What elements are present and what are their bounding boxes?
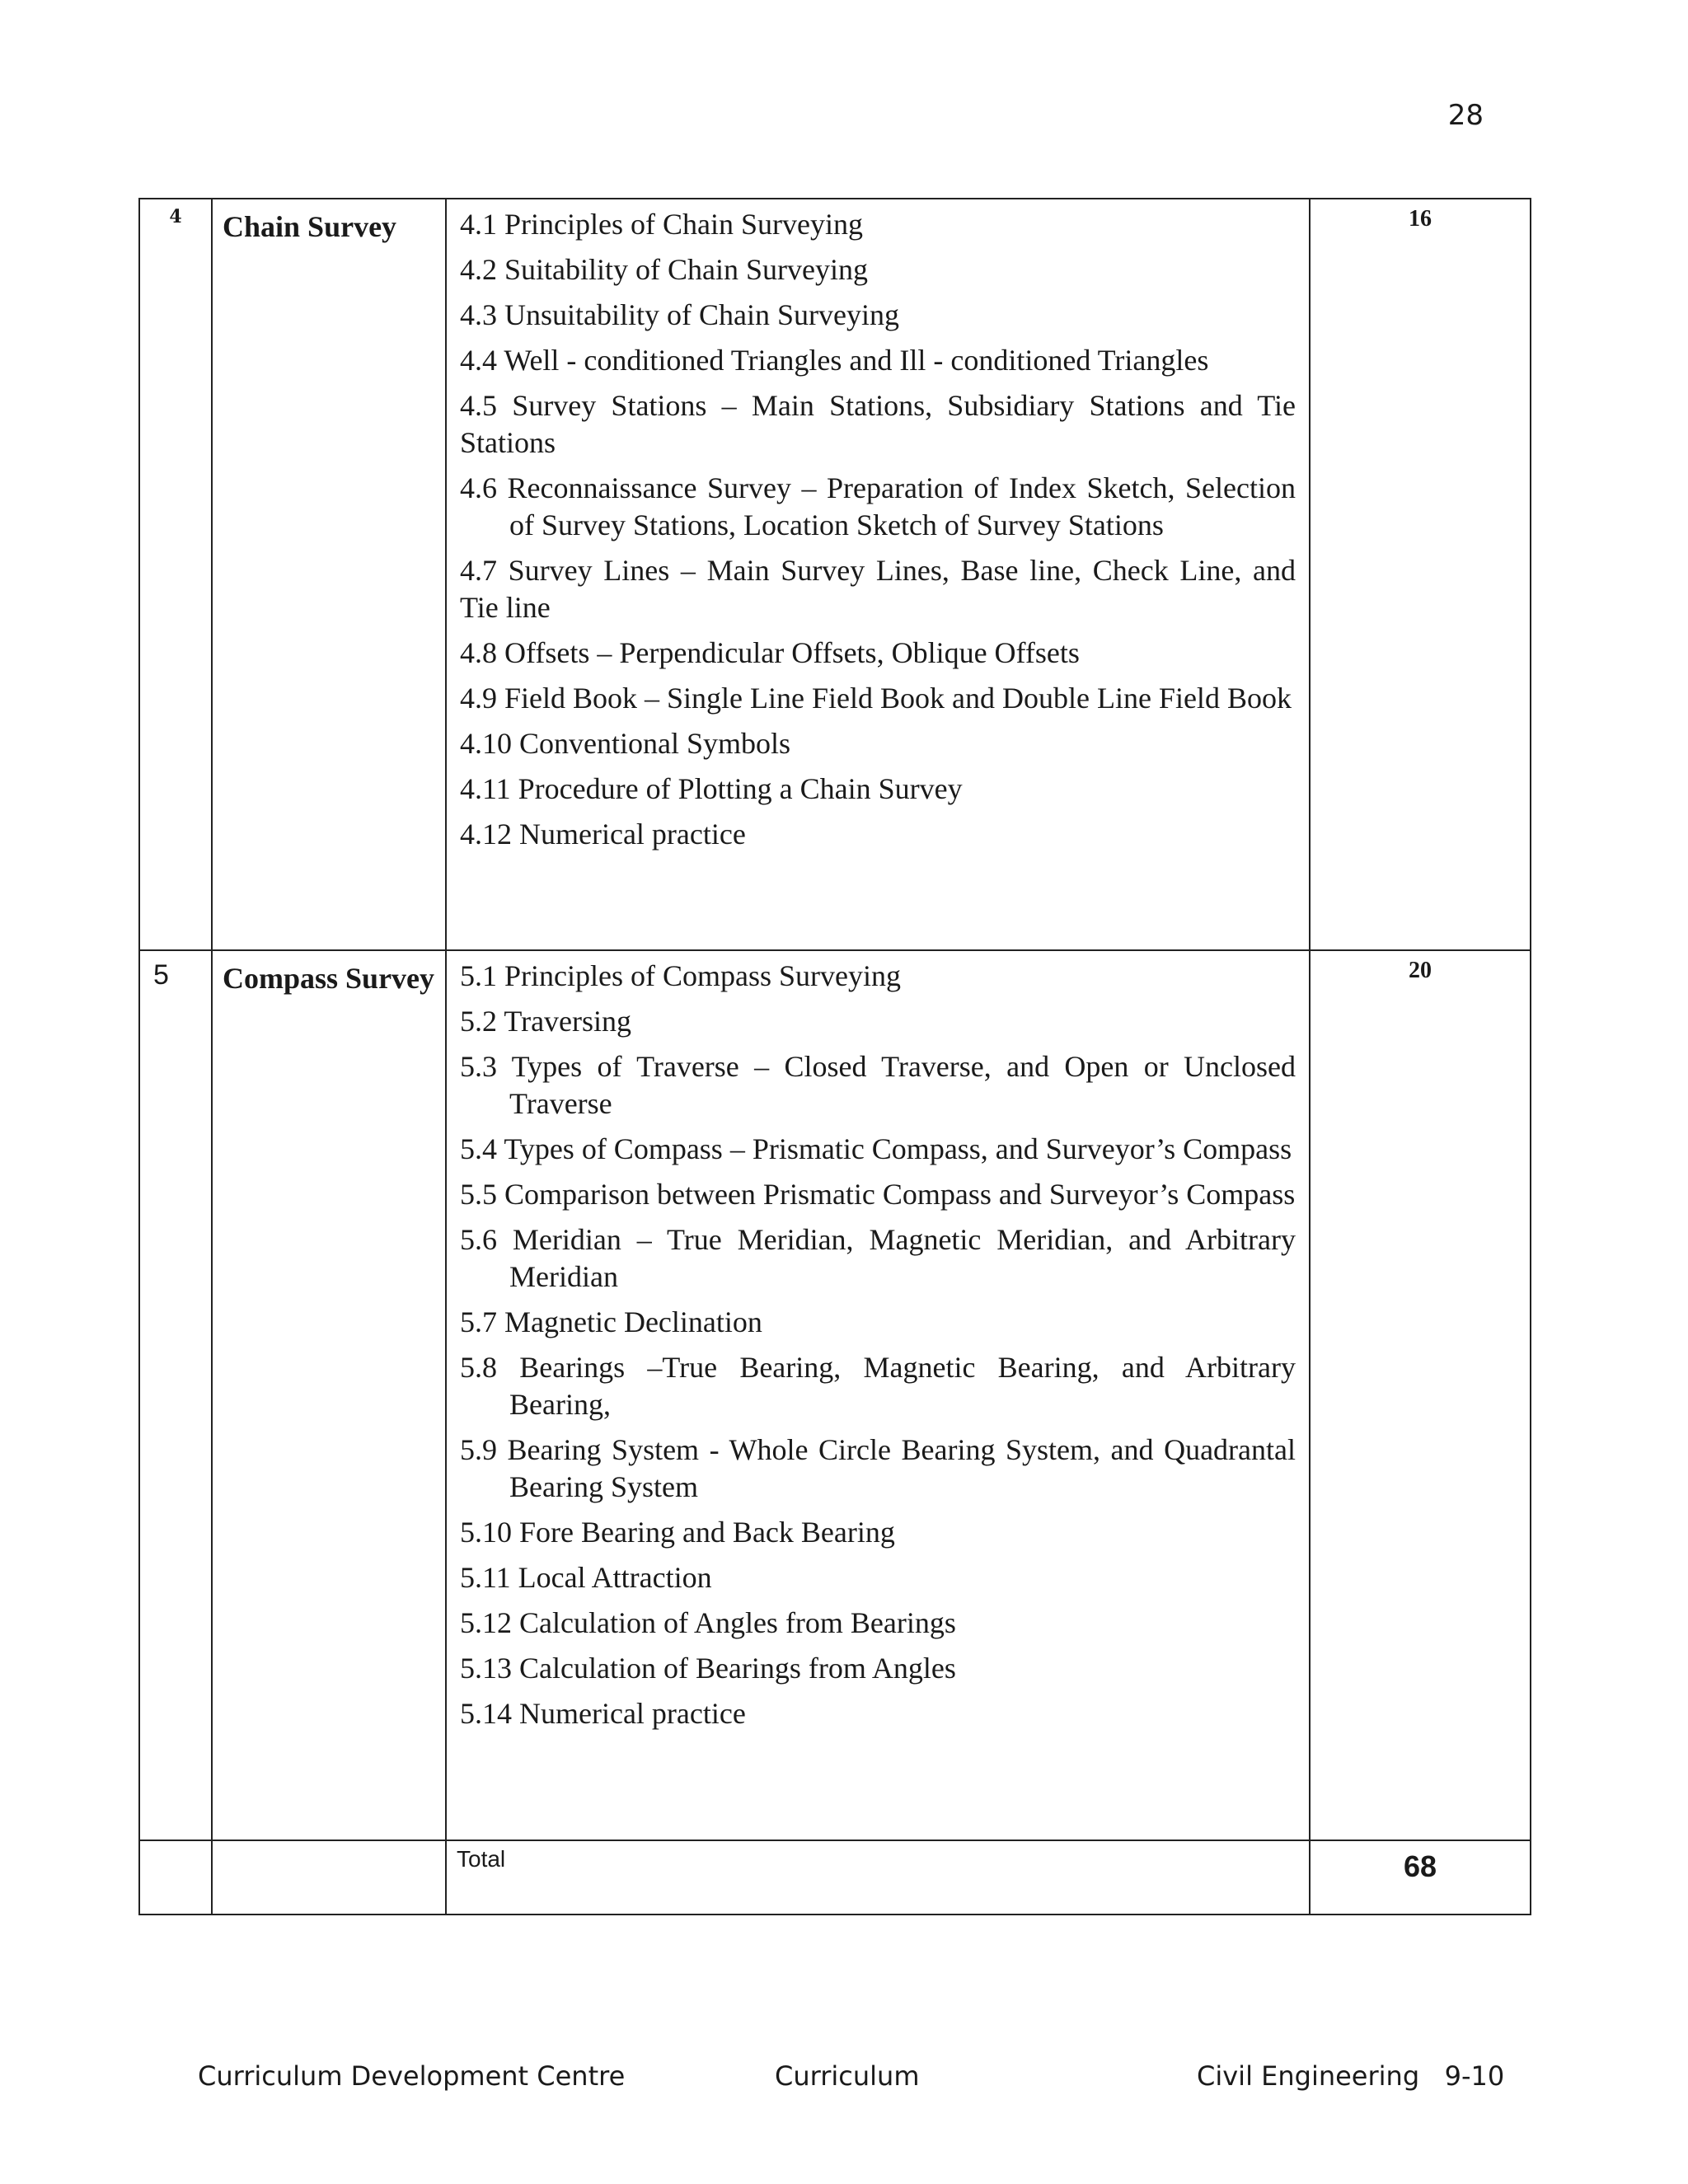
unit-title: Chain Survey: [212, 199, 446, 950]
topic-item: 5.6 Meridian – True Meridian, Magnetic Meridian, and Arbitrary Meridian: [460, 1223, 1296, 1293]
topic-item: 5.5 Comparison between Prismatic Compass and Surveyor’s Compass: [460, 1178, 1296, 1211]
topic-item: 5.10 Fore Bearing and Back Bearing: [460, 1516, 895, 1549]
table-row: [139, 199, 1531, 950]
total-label: Total: [446, 1840, 1310, 1915]
unit-hours: 20: [1310, 950, 1531, 1840]
topic-item: 4.11 Procedure of Plotting a Chain Survey: [460, 772, 963, 805]
empty-cell: [139, 1840, 212, 1915]
topic-item: 4.12 Numerical practice: [460, 818, 746, 851]
topic-item: 4.7 Survey Lines – Main Survey Lines, Base line, Check Line, and Tie line: [460, 554, 1296, 624]
topic-item: 5.7 Magnetic Declination: [460, 1305, 762, 1338]
unit-title: Compass Survey: [212, 950, 446, 1840]
topic-item: 4.1 Principles of Chain Surveying: [460, 208, 863, 241]
unit-number: 5: [139, 950, 212, 1840]
topic-item: 4.2 Suitability of Chain Surveying: [460, 253, 868, 286]
unit-hours: 16: [1310, 199, 1531, 950]
topic-item: 5.14 Numerical practice: [460, 1697, 746, 1730]
topic-item: 5.4 Types of Compass – Prismatic Compass, and Surveyor’s Compass: [460, 1132, 1292, 1165]
topic-item: 5.11 Local Attraction: [460, 1561, 712, 1594]
footer-organization: Curriculum Development Centre: [198, 2060, 626, 2092]
topic-item: 4.5 Survey Stations – Main Stations, Subsidiary Stations and Tie Stations: [460, 389, 1296, 459]
course-content-table: [138, 198, 1531, 1915]
footer-subject-grade: Civil Engineering 9-10: [1197, 2060, 1505, 2092]
topic-item: 4.10 Conventional Symbols: [460, 727, 791, 760]
topic-list: [446, 950, 1310, 1840]
topic-item: 4.4 Well - conditioned Triangles and Ill - conditioned Triangles: [460, 344, 1209, 377]
topic-item: 5.12 Calculation of Angles from Bearings: [460, 1606, 956, 1639]
topic-item: 5.8 Bearings –True Bearing, Magnetic Bearing, and Arbitrary Bearing,: [460, 1351, 1296, 1421]
topic-item: 4.9 Field Book – Single Line Field Book and Double Line Field Book: [460, 682, 1292, 715]
topic-list: [446, 199, 1310, 950]
topic-item: 4.6 Reconnaissance Survey – Preparation of Index Sketch, Selection of Survey Stations, Location Sketch of Survey Stations: [460, 471, 1296, 541]
empty-cell: [212, 1840, 446, 1915]
topic-item: 5.9 Bearing System - Whole Circle Bearing System, and Quadrantal Bearing System: [460, 1433, 1296, 1503]
footer-document-type: Curriculum: [775, 2060, 920, 2092]
table-row: [139, 950, 1531, 1840]
topic-item: 4.3 Unsuitability of Chain Surveying: [460, 298, 899, 331]
total-hours: 68: [1310, 1840, 1531, 1915]
topic-item: 5.1 Principles of Compass Surveying: [460, 959, 901, 992]
page-number: 28: [1447, 99, 1484, 132]
unit-number: 4: [139, 199, 212, 950]
total-row: [139, 1840, 1531, 1915]
topic-item: 5.2 Traversing: [460, 1005, 632, 1038]
topic-item: 5.3 Types of Traverse – Closed Traverse, and Open or Unclosed Traverse: [460, 1050, 1296, 1120]
topic-item: 5.13 Calculation of Bearings from Angles: [460, 1652, 956, 1685]
topic-item: 4.8 Offsets – Perpendicular Offsets, Oblique Offsets: [460, 636, 1080, 669]
